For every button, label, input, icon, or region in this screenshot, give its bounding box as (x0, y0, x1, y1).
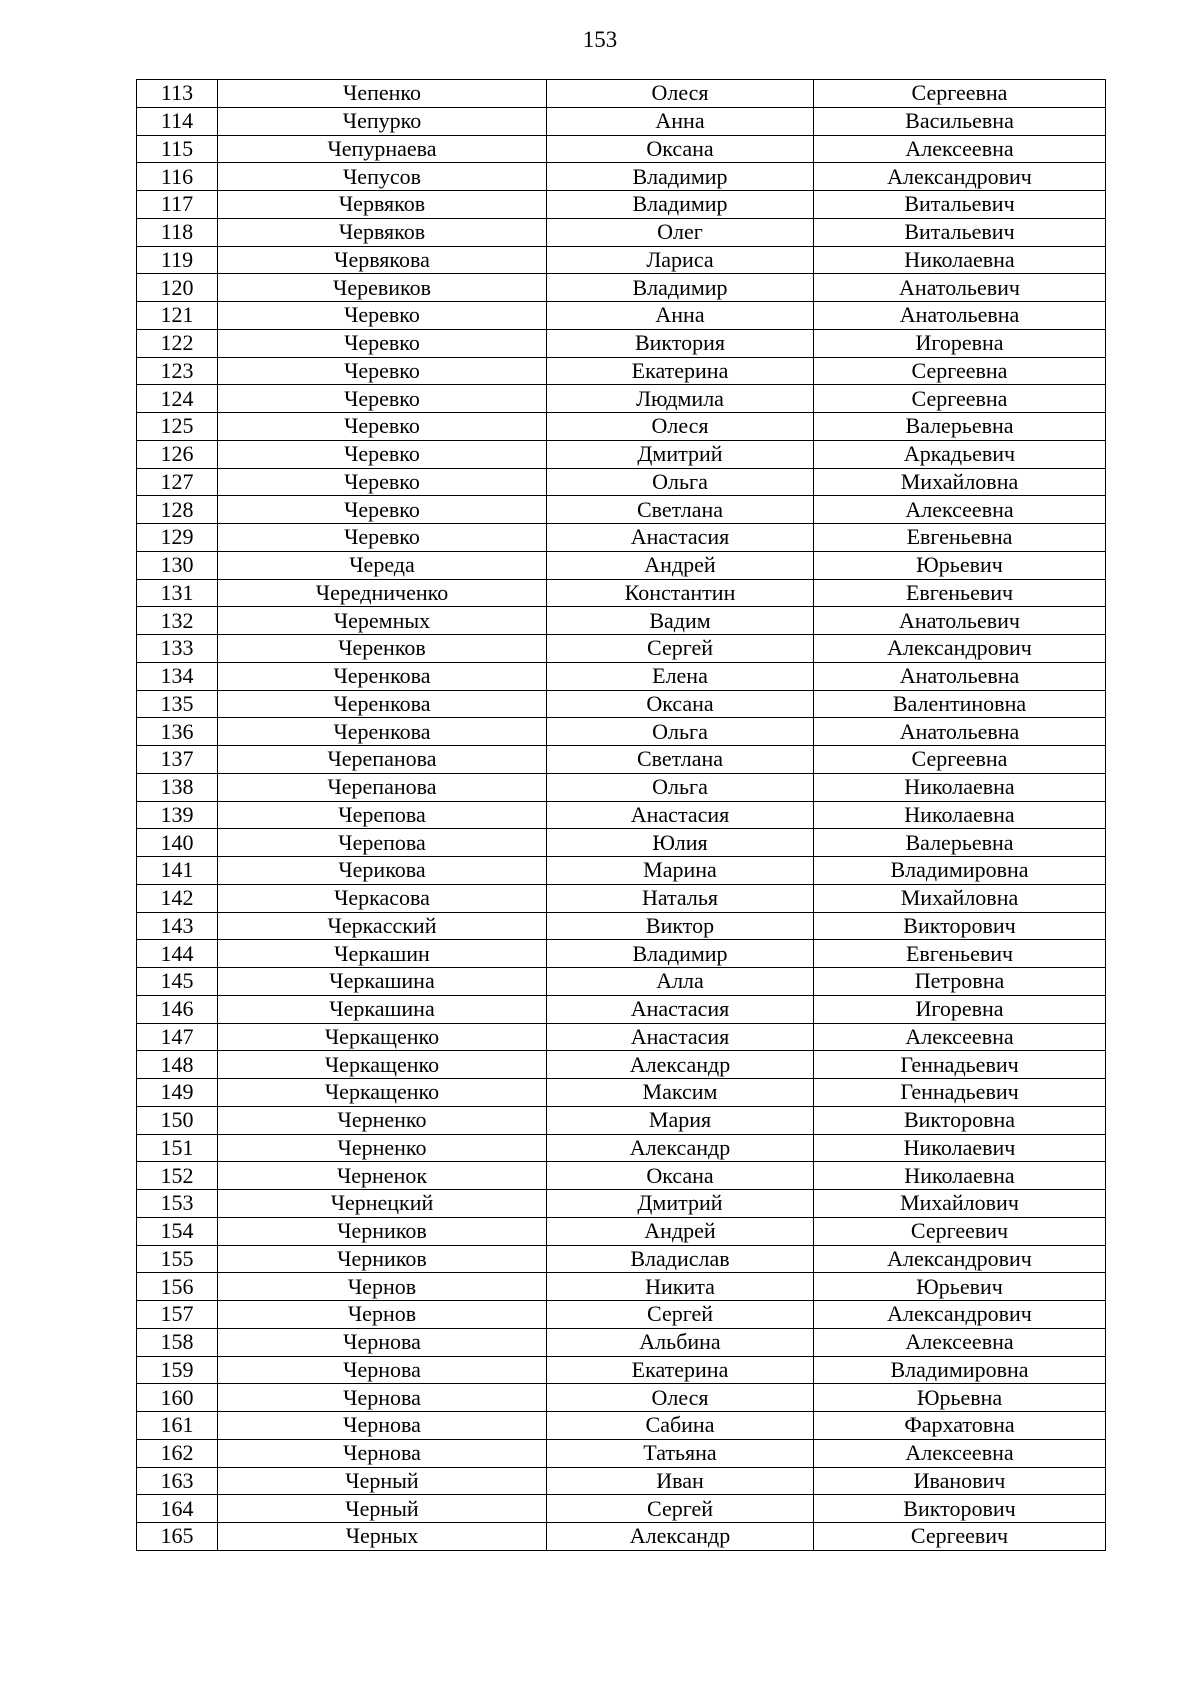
first-name-cell: Татьяна (547, 1439, 814, 1467)
patronymic-cell: Юрьевна (814, 1384, 1106, 1412)
patronymic-cell: Алексеевна (814, 1328, 1106, 1356)
table-row (137, 857, 1106, 885)
row-number-cell: 127 (137, 468, 218, 496)
table-row (137, 357, 1106, 385)
surname-cell: Чепурнаева (218, 135, 547, 163)
first-name-cell: Альбина (547, 1328, 814, 1356)
patronymic-cell: Сергеевна (814, 746, 1106, 774)
first-name-cell: Елена (547, 662, 814, 690)
surname-cell: Черенков (218, 635, 547, 663)
patronymic-cell: Алексеевна (814, 1439, 1106, 1467)
row-number-cell: 151 (137, 1134, 218, 1162)
patronymic-cell: Фархатовна (814, 1412, 1106, 1440)
row-number-cell: 132 (137, 607, 218, 635)
patronymic-cell: Евгеньевич (814, 940, 1106, 968)
first-name-cell: Максим (547, 1079, 814, 1107)
first-name-cell: Александр (547, 1051, 814, 1079)
first-name-cell: Юлия (547, 829, 814, 857)
patronymic-cell: Николаевич (814, 1134, 1106, 1162)
first-name-cell: Андрей (547, 1217, 814, 1245)
patronymic-cell: Викторович (814, 1495, 1106, 1523)
table-row (137, 135, 1106, 163)
table-row (137, 329, 1106, 357)
surname-cell: Черненок (218, 1162, 547, 1190)
first-name-cell: Оксана (547, 690, 814, 718)
table-row (137, 912, 1106, 940)
row-number-cell: 158 (137, 1328, 218, 1356)
row-number-cell: 121 (137, 302, 218, 330)
patronymic-cell: Витальевич (814, 191, 1106, 219)
patronymic-cell: Владимировна (814, 857, 1106, 885)
surname-cell: Чернецкий (218, 1190, 547, 1218)
row-number-cell: 114 (137, 107, 218, 135)
patronymic-cell: Владимировна (814, 1356, 1106, 1384)
surname-cell: Черкасова (218, 884, 547, 912)
table-row (137, 1356, 1106, 1384)
surname-cell: Червякова (218, 246, 547, 274)
patronymic-cell: Александрович (814, 635, 1106, 663)
surname-cell: Черный (218, 1467, 547, 1495)
row-number-cell: 142 (137, 884, 218, 912)
row-number-cell: 119 (137, 246, 218, 274)
row-number-cell: 148 (137, 1051, 218, 1079)
patronymic-cell: Валерьевна (814, 413, 1106, 441)
table-row (137, 1495, 1106, 1523)
row-number-cell: 161 (137, 1412, 218, 1440)
table-row (137, 1162, 1106, 1190)
first-name-cell: Дмитрий (547, 1190, 814, 1218)
table-row (137, 440, 1106, 468)
surname-cell: Чернов (218, 1273, 547, 1301)
table-row (137, 801, 1106, 829)
patronymic-cell: Валерьевна (814, 829, 1106, 857)
surname-cell: Чепенко (218, 80, 547, 108)
surname-cell: Чепурко (218, 107, 547, 135)
patronymic-cell: Сергеевна (814, 80, 1106, 108)
patronymic-cell: Сергеевна (814, 357, 1106, 385)
surname-cell: Черевко (218, 440, 547, 468)
first-name-cell: Екатерина (547, 357, 814, 385)
surname-cell: Черепанова (218, 746, 547, 774)
table-row (137, 635, 1106, 663)
patronymic-cell: Николаевна (814, 1162, 1106, 1190)
surname-cell: Чепусов (218, 163, 547, 191)
row-number-cell: 164 (137, 1495, 218, 1523)
table-row (137, 274, 1106, 302)
row-number-cell: 155 (137, 1245, 218, 1273)
row-number-cell: 113 (137, 80, 218, 108)
row-number-cell: 136 (137, 718, 218, 746)
first-name-cell: Анастасия (547, 801, 814, 829)
row-number-cell: 150 (137, 1106, 218, 1134)
table-row (137, 1106, 1106, 1134)
row-number-cell: 133 (137, 635, 218, 663)
page-number: 153 (582, 27, 618, 52)
surname-cell: Черепова (218, 801, 547, 829)
row-number-cell: 139 (137, 801, 218, 829)
surname-cell: Червяков (218, 218, 547, 246)
surname-cell: Черненко (218, 1134, 547, 1162)
surname-cell: Черный (218, 1495, 547, 1523)
table-row (137, 1384, 1106, 1412)
patronymic-cell: Евгеньевич (814, 579, 1106, 607)
table-row (137, 1023, 1106, 1051)
table-row (137, 884, 1106, 912)
patronymic-cell: Алексеевна (814, 135, 1106, 163)
row-number-cell: 147 (137, 1023, 218, 1051)
table-row (137, 1134, 1106, 1162)
row-number-cell: 137 (137, 746, 218, 774)
table-row (137, 579, 1106, 607)
surname-cell: Черенкова (218, 662, 547, 690)
surname-cell: Черевко (218, 413, 547, 441)
table-row (137, 1273, 1106, 1301)
surname-cell: Чернова (218, 1412, 547, 1440)
row-number-cell: 163 (137, 1467, 218, 1495)
patronymic-cell: Николаевна (814, 801, 1106, 829)
row-number-cell: 146 (137, 995, 218, 1023)
patronymic-cell: Александрович (814, 163, 1106, 191)
first-name-cell: Анастасия (547, 1023, 814, 1051)
table-row (137, 746, 1106, 774)
row-number-cell: 117 (137, 191, 218, 219)
table-row (137, 995, 1106, 1023)
surname-cell: Чернова (218, 1384, 547, 1412)
surname-cell: Черевко (218, 357, 547, 385)
patronymic-cell: Аркадьевич (814, 440, 1106, 468)
table-row (137, 607, 1106, 635)
roster-body (137, 80, 1106, 1551)
surname-cell: Черевко (218, 385, 547, 413)
row-number-cell: 141 (137, 857, 218, 885)
table-row (137, 1301, 1106, 1329)
table-row (137, 246, 1106, 274)
surname-cell: Черненко (218, 1106, 547, 1134)
patronymic-cell: Николаевна (814, 773, 1106, 801)
row-number-cell: 140 (137, 829, 218, 857)
table-row (137, 1190, 1106, 1218)
surname-cell: Черкашина (218, 995, 547, 1023)
surname-cell: Черевко (218, 468, 547, 496)
first-name-cell: Ольга (547, 718, 814, 746)
first-name-cell: Ольга (547, 468, 814, 496)
first-name-cell: Константин (547, 579, 814, 607)
row-number-cell: 154 (137, 1217, 218, 1245)
first-name-cell: Екатерина (547, 1356, 814, 1384)
table-row (137, 773, 1106, 801)
surname-cell: Черевко (218, 496, 547, 524)
surname-cell: Чернов (218, 1301, 547, 1329)
first-name-cell: Владимир (547, 274, 814, 302)
patronymic-cell: Анатольевна (814, 662, 1106, 690)
first-name-cell: Анастасия (547, 995, 814, 1023)
first-name-cell: Светлана (547, 746, 814, 774)
patronymic-cell: Евгеньевна (814, 524, 1106, 552)
patronymic-cell: Михайлович (814, 1190, 1106, 1218)
row-number-cell: 128 (137, 496, 218, 524)
surname-cell: Червяков (218, 191, 547, 219)
first-name-cell: Никита (547, 1273, 814, 1301)
row-number-cell: 156 (137, 1273, 218, 1301)
row-number-cell: 135 (137, 690, 218, 718)
roster-table (136, 79, 1106, 1551)
surname-cell: Чернова (218, 1328, 547, 1356)
table-row (137, 968, 1106, 996)
row-number-cell: 144 (137, 940, 218, 968)
patronymic-cell: Юрьевич (814, 1273, 1106, 1301)
row-number-cell: 123 (137, 357, 218, 385)
row-number-cell: 120 (137, 274, 218, 302)
table-row (137, 191, 1106, 219)
row-number-cell: 145 (137, 968, 218, 996)
surname-cell: Черепова (218, 829, 547, 857)
first-name-cell: Людмила (547, 385, 814, 413)
patronymic-cell: Михайловна (814, 884, 1106, 912)
first-name-cell: Сергей (547, 1495, 814, 1523)
first-name-cell: Светлана (547, 496, 814, 524)
patronymic-cell: Анатольевна (814, 302, 1106, 330)
row-number-cell: 122 (137, 329, 218, 357)
first-name-cell: Марина (547, 857, 814, 885)
first-name-cell: Лариса (547, 246, 814, 274)
first-name-cell: Олег (547, 218, 814, 246)
row-number-cell: 126 (137, 440, 218, 468)
patronymic-cell: Михайловна (814, 468, 1106, 496)
first-name-cell: Владислав (547, 1245, 814, 1273)
row-number-cell: 138 (137, 773, 218, 801)
table-row (137, 1523, 1106, 1551)
row-number-cell: 153 (137, 1190, 218, 1218)
patronymic-cell: Алексеевна (814, 1023, 1106, 1051)
first-name-cell: Вадим (547, 607, 814, 635)
table-row (137, 413, 1106, 441)
first-name-cell: Оксана (547, 135, 814, 163)
row-number-cell: 149 (137, 1079, 218, 1107)
table-row (137, 1328, 1106, 1356)
row-number-cell: 162 (137, 1439, 218, 1467)
table-row (137, 1217, 1106, 1245)
patronymic-cell: Анатольевна (814, 718, 1106, 746)
table-row (137, 940, 1106, 968)
surname-cell: Череда (218, 551, 547, 579)
surname-cell: Черевко (218, 524, 547, 552)
row-number-cell: 124 (137, 385, 218, 413)
first-name-cell: Александр (547, 1523, 814, 1551)
first-name-cell: Олеся (547, 413, 814, 441)
first-name-cell: Сергей (547, 635, 814, 663)
patronymic-cell: Николаевна (814, 246, 1106, 274)
patronymic-cell: Геннадьевич (814, 1051, 1106, 1079)
table-row (137, 163, 1106, 191)
first-name-cell: Владимир (547, 163, 814, 191)
patronymic-cell: Игоревна (814, 329, 1106, 357)
surname-cell: Черкащенко (218, 1051, 547, 1079)
patronymic-cell: Геннадьевич (814, 1079, 1106, 1107)
table-row (137, 1467, 1106, 1495)
surname-cell: Черкашин (218, 940, 547, 968)
patronymic-cell: Сергеевич (814, 1217, 1106, 1245)
row-number-cell: 130 (137, 551, 218, 579)
surname-cell: Черников (218, 1245, 547, 1273)
row-number-cell: 116 (137, 163, 218, 191)
first-name-cell: Олеся (547, 1384, 814, 1412)
patronymic-cell: Витальевич (814, 218, 1106, 246)
surname-cell: Черикова (218, 857, 547, 885)
first-name-cell: Оксана (547, 1162, 814, 1190)
first-name-cell: Анна (547, 107, 814, 135)
row-number-cell: 157 (137, 1301, 218, 1329)
table-row (137, 468, 1106, 496)
surname-cell: Черкащенко (218, 1079, 547, 1107)
first-name-cell: Алла (547, 968, 814, 996)
first-name-cell: Владимир (547, 191, 814, 219)
surname-cell: Черников (218, 1217, 547, 1245)
surname-cell: Чернова (218, 1356, 547, 1384)
first-name-cell: Иван (547, 1467, 814, 1495)
table-row (137, 551, 1106, 579)
first-name-cell: Олеся (547, 80, 814, 108)
first-name-cell: Ольга (547, 773, 814, 801)
patronymic-cell: Валентиновна (814, 690, 1106, 718)
first-name-cell: Виктория (547, 329, 814, 357)
patronymic-cell: Викторович (814, 912, 1106, 940)
row-number-cell: 131 (137, 579, 218, 607)
patronymic-cell: Сергеевна (814, 385, 1106, 413)
surname-cell: Черевиков (218, 274, 547, 302)
first-name-cell: Наталья (547, 884, 814, 912)
surname-cell: Черкащенко (218, 1023, 547, 1051)
table-row (137, 496, 1106, 524)
first-name-cell: Сабина (547, 1412, 814, 1440)
table-row (137, 1245, 1106, 1273)
first-name-cell: Владимир (547, 940, 814, 968)
table-row (137, 107, 1106, 135)
row-number-cell: 125 (137, 413, 218, 441)
patronymic-cell: Сергеевич (814, 1523, 1106, 1551)
table-row (137, 1051, 1106, 1079)
first-name-cell: Александр (547, 1134, 814, 1162)
surname-cell: Черепанова (218, 773, 547, 801)
row-number-cell: 115 (137, 135, 218, 163)
table-row (137, 80, 1106, 108)
surname-cell: Черкашина (218, 968, 547, 996)
row-number-cell: 134 (137, 662, 218, 690)
patronymic-cell: Александрович (814, 1245, 1106, 1273)
row-number-cell: 143 (137, 912, 218, 940)
table-row (137, 385, 1106, 413)
first-name-cell: Мария (547, 1106, 814, 1134)
table-row (137, 829, 1106, 857)
surname-cell: Черенкова (218, 690, 547, 718)
row-number-cell: 159 (137, 1356, 218, 1384)
table-row (137, 524, 1106, 552)
surname-cell: Черенкова (218, 718, 547, 746)
first-name-cell: Анна (547, 302, 814, 330)
surname-cell: Чернова (218, 1439, 547, 1467)
row-number-cell: 160 (137, 1384, 218, 1412)
patronymic-cell: Васильевна (814, 107, 1106, 135)
first-name-cell: Дмитрий (547, 440, 814, 468)
surname-cell: Черкасский (218, 912, 547, 940)
patronymic-cell: Петровна (814, 968, 1106, 996)
table-row (137, 1439, 1106, 1467)
first-name-cell: Андрей (547, 551, 814, 579)
table-row (137, 718, 1106, 746)
patronymic-cell: Алексеевна (814, 496, 1106, 524)
table-row (137, 1079, 1106, 1107)
first-name-cell: Сергей (547, 1301, 814, 1329)
table-row (137, 690, 1106, 718)
surname-cell: Черных (218, 1523, 547, 1551)
patronymic-cell: Иванович (814, 1467, 1106, 1495)
first-name-cell: Виктор (547, 912, 814, 940)
surname-cell: Черемных (218, 607, 547, 635)
table-row (137, 662, 1106, 690)
surname-cell: Черевко (218, 302, 547, 330)
row-number-cell: 118 (137, 218, 218, 246)
patronymic-cell: Анатольевич (814, 274, 1106, 302)
table-row (137, 1412, 1106, 1440)
patronymic-cell: Анатольевич (814, 607, 1106, 635)
table-row (137, 302, 1106, 330)
patronymic-cell: Викторовна (814, 1106, 1106, 1134)
row-number-cell: 129 (137, 524, 218, 552)
table-row (137, 218, 1106, 246)
surname-cell: Чередниченко (218, 579, 547, 607)
first-name-cell: Анастасия (547, 524, 814, 552)
row-number-cell: 152 (137, 1162, 218, 1190)
patronymic-cell: Александрович (814, 1301, 1106, 1329)
patronymic-cell: Юрьевич (814, 551, 1106, 579)
row-number-cell: 165 (137, 1523, 218, 1551)
surname-cell: Черевко (218, 329, 547, 357)
patronymic-cell: Игоревна (814, 995, 1106, 1023)
